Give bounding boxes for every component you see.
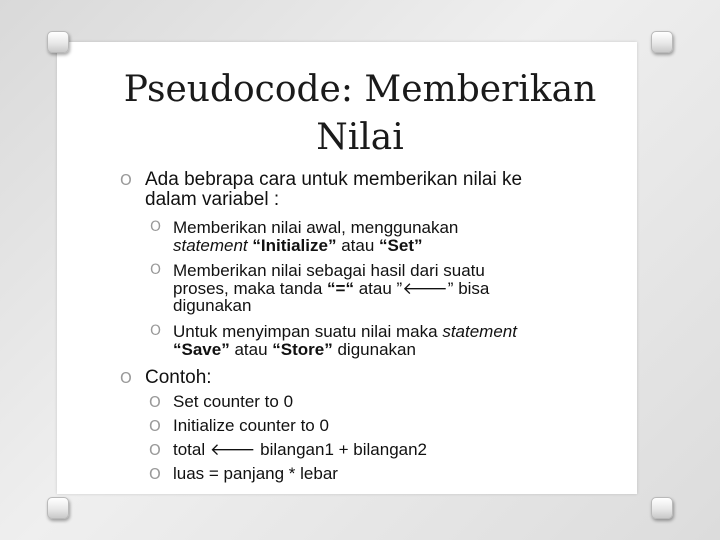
- bullet-marker-icon: O: [120, 171, 132, 189]
- arrow-symbol: ”🡐”: [396, 278, 454, 298]
- sub-bullet-line: Memberikan nilai sebagai hasil dari suatu: [173, 261, 485, 280]
- sub-bullet-save: [150, 322, 517, 359]
- example-text: Initialize counter to 0: [173, 416, 329, 435]
- sub-bullet-result-assignment: [150, 261, 490, 315]
- sub-bullet-marker-icon: O: [149, 441, 161, 459]
- corner-pin-bottom-right-icon: [651, 497, 673, 519]
- bold-term: “=“: [327, 278, 354, 298]
- plain-word: atau: [234, 339, 268, 359]
- sub-bullet-initialize: [150, 218, 459, 255]
- bullet-line: dalam variabel :: [145, 189, 280, 210]
- bullet-line: Contoh:: [145, 367, 212, 388]
- example-item: [149, 464, 338, 484]
- corner-pin-bottom-left-icon: [47, 497, 69, 519]
- bullet-marker-icon: O: [120, 369, 132, 387]
- plain-word: atau: [358, 278, 392, 298]
- example-item: [149, 440, 428, 460]
- bold-term: “Initialize”: [252, 235, 337, 255]
- sub-bullet-line: [173, 341, 517, 359]
- example-text: luas = panjang * lebar: [173, 464, 338, 483]
- slide-title: [60, 66, 660, 162]
- plain-word: bisa: [458, 278, 490, 298]
- sub-bullet-line: [173, 280, 489, 298]
- bold-term: “Store”: [272, 339, 333, 359]
- italic-term: statement: [173, 235, 248, 255]
- sub-bullet-marker-icon: O: [149, 393, 161, 411]
- plain-word: atau: [341, 235, 375, 255]
- sub-bullet-marker-icon: O: [150, 219, 162, 235]
- sub-bullet-line: [173, 237, 458, 255]
- bullet-line: Ada bebrapa cara untuk memberikan nilai ke: [145, 169, 523, 190]
- plain-text: Untuk menyimpan suatu nilai maka: [173, 322, 438, 341]
- italic-term: statement: [442, 322, 517, 341]
- sub-bullet-marker-icon: O: [150, 262, 162, 278]
- corner-pin-top-right-icon: [651, 31, 673, 53]
- corner-pin-top-left-icon: [47, 31, 69, 53]
- bullet-ways-to-assign: [120, 169, 523, 210]
- bullet-examples: [120, 367, 212, 388]
- bold-term: “Save”: [173, 339, 230, 359]
- bold-term: “Set”: [379, 235, 423, 255]
- example-item: [149, 392, 294, 412]
- example-text: Set counter to 0: [173, 392, 294, 411]
- title-line-2: Nilai: [316, 117, 404, 158]
- title-line-1: Pseudocode: Memberikan: [123, 69, 597, 110]
- sub-bullet-line: [173, 323, 517, 341]
- sub-bullet-marker-icon: O: [150, 323, 162, 339]
- sub-bullet-line: digunakan: [173, 296, 252, 315]
- plain-word: digunakan: [337, 339, 416, 359]
- plain-text: proses, maka tanda: [173, 278, 323, 298]
- sub-bullet-marker-icon: O: [149, 465, 161, 483]
- example-text: total 🡐 bilangan1 + bilangan2: [173, 440, 428, 459]
- sub-bullet-line: Memberikan nilai awal, menggunakan: [173, 218, 459, 237]
- sub-bullet-marker-icon: O: [149, 417, 161, 435]
- example-item: [149, 416, 329, 436]
